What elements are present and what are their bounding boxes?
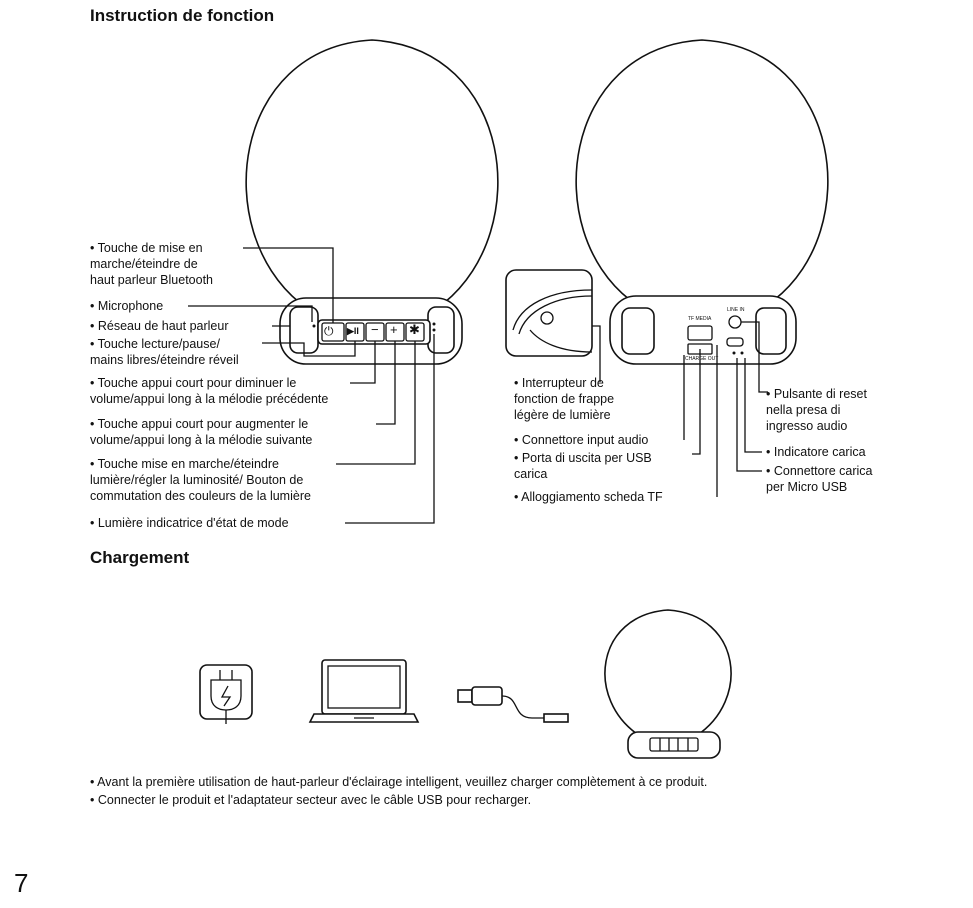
label-power-button: • Touche de mise en marche/éteindre de haut parleur Bluetooth [90, 241, 214, 287]
label-charge-indicator: • Indicatore carica [766, 445, 866, 459]
light-button: ✱ [409, 322, 420, 337]
label-light-button: • Touche mise en marche/éteindre lumière/régler la luminosité/ Bouton de commutation des couleurs de la lumière [90, 457, 311, 503]
label-mode-indicator: • Lumière indicatrice d'état de mode [90, 516, 289, 530]
tf-slot-label: TF MEDIA [688, 316, 712, 322]
laptop-icon [310, 660, 418, 722]
speaker-charging-icon [605, 610, 731, 758]
speaker-front-illustration [246, 40, 498, 364]
note-first-use: • Avant la première utilisation de haut-parleur d'éclairage intelligent, veuillez charger complètement à ce produit. [90, 775, 708, 789]
label-microphone: • Microphone [90, 299, 164, 313]
label-play-pause: • Touche lecture/pause/ mains libres/éteindre réveil [90, 337, 239, 367]
page-number: 7 [14, 868, 29, 898]
label-speaker-grille: • Réseau de haut parleur [90, 319, 229, 333]
wall-adapter-icon [200, 665, 252, 724]
section-title-function: Instruction de fonction [90, 6, 275, 25]
tap-switch-inset [506, 270, 600, 356]
label-usb-output: • Porta di uscita per USB carica [514, 451, 652, 481]
line-in-label: LINE IN [727, 307, 745, 313]
label-micro-usb: • Connettore carica per Micro USB [766, 464, 873, 494]
usb-out-label: CHARGE OUT [685, 356, 719, 362]
note-connect: • Connecter le produit et l'adaptateur secteur avec le câble USB pour recharger. [90, 793, 532, 807]
play-pause-button: ▶II [347, 326, 359, 336]
volume-up-button: + [390, 322, 398, 337]
label-tf-slot: • Alloggiamento scheda TF [514, 490, 663, 504]
label-volume-up: • Touche appui court pour augmenter le volume/appui long à la mélodie suivante [90, 417, 313, 447]
label-volume-down: • Touche appui court pour diminuer le volume/appui long à la mélodie précédente [90, 376, 329, 406]
label-tap-switch: • Interrupteur de fonction de frappe légère de lumière [514, 376, 615, 422]
power-button: ⏻ [324, 324, 334, 338]
label-audio-input: • Connettore input audio [514, 433, 649, 447]
volume-down-button: − [371, 322, 379, 337]
usb-cable-icon [458, 687, 568, 722]
label-reset: • Pulsante di reset nella presa di ingresso audio [766, 387, 867, 433]
section-title-charging: Chargement [90, 548, 190, 567]
